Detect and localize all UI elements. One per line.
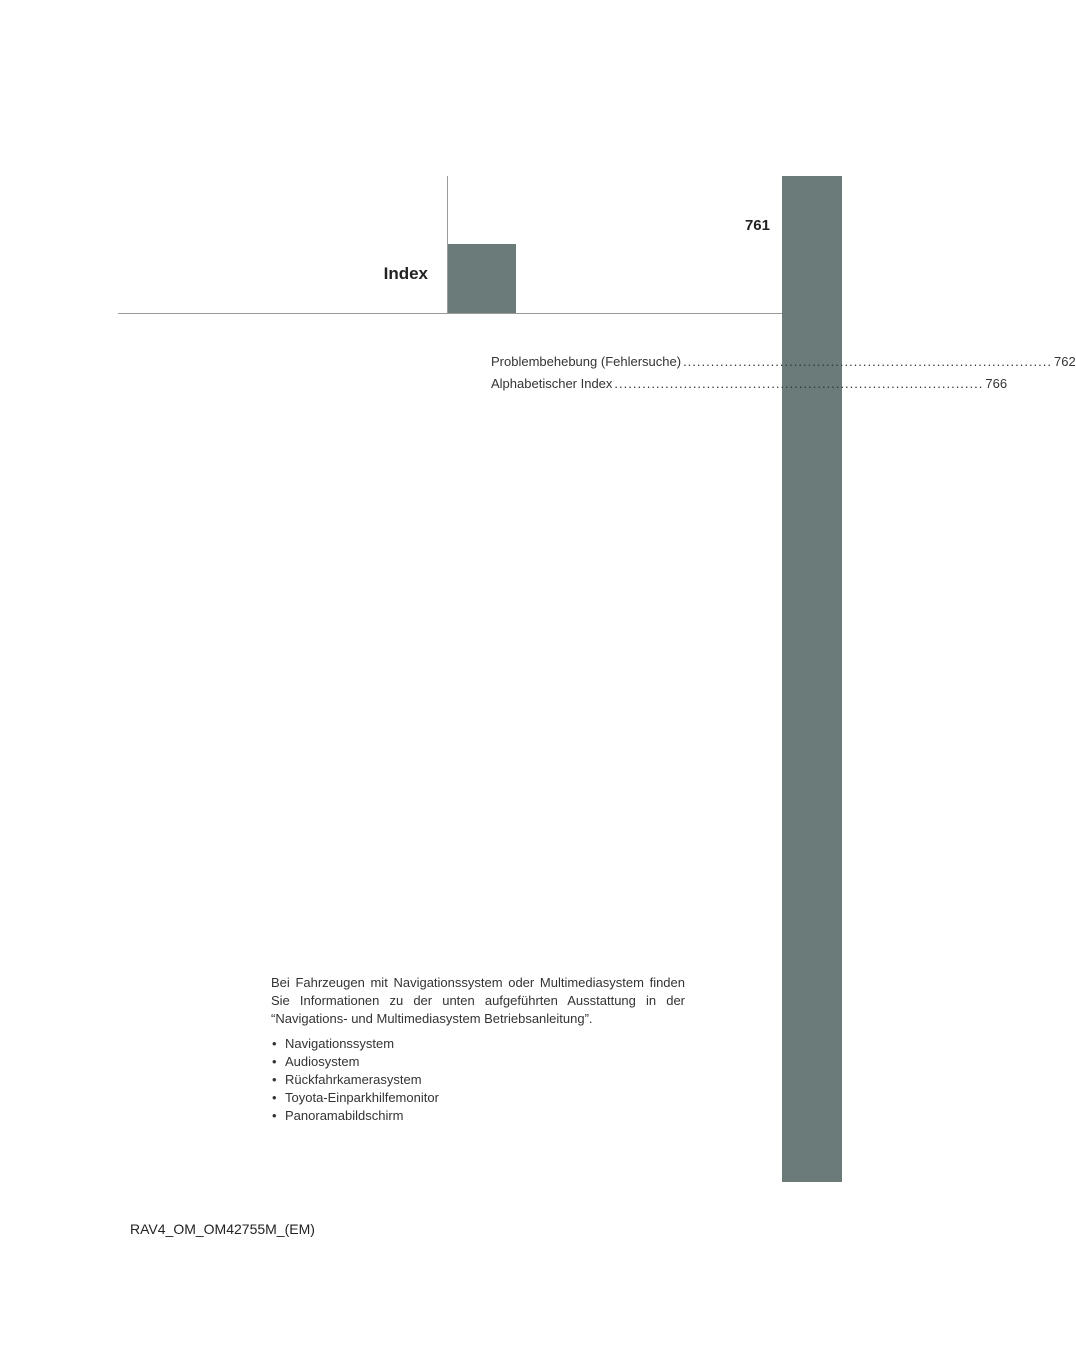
info-paragraph: Bei Fahrzeugen mit Navigationssystem oder Multimediasystem finden Sie Informationen zu der unten aufgeführten Ausstattung in der “Navigations- und Multimediasystem Betriebsanleitung”.: [271, 975, 685, 1026]
chapter-side-tab: [782, 176, 842, 1182]
footer-document-code: RAV4_OM_OM42755M_(EM): [130, 1221, 315, 1237]
bullet-icon: •: [272, 1036, 277, 1051]
list-item: [271, 1071, 685, 1089]
header-horizontal-rule: [118, 313, 782, 314]
toc-entry[interactable]: [491, 354, 1076, 376]
bullet-icon: •: [272, 1090, 277, 1105]
toc-entry-label: Problembehebung (Fehlersuche): [491, 354, 682, 369]
multimedia-info-block: [271, 974, 685, 1125]
list-item-label: Rückfahrkamerasystem: [285, 1072, 422, 1087]
toc-entry-page: 766: [985, 376, 1008, 391]
toc-leader-dots: ................................................................................: [614, 376, 984, 391]
bullet-icon: •: [272, 1108, 277, 1123]
page-number: 761: [744, 217, 770, 234]
toc-entry-page: 762: [1054, 354, 1076, 369]
list-item-label: Panoramabildschirm: [285, 1108, 404, 1123]
list-item-label: Audiosystem: [285, 1054, 360, 1069]
list-item: [271, 1053, 685, 1071]
list-item-label: Navigationssystem: [285, 1036, 395, 1051]
toc-entry-label: Alphabetischer Index: [491, 376, 613, 391]
bullet-icon: •: [272, 1054, 277, 1069]
table-of-contents: [491, 354, 1076, 398]
list-item-label: Toyota-Einparkhilfemonitor: [285, 1090, 439, 1105]
toc-entry[interactable]: [491, 376, 1008, 398]
list-item: [271, 1107, 685, 1125]
section-title: Index: [383, 264, 428, 283]
toc-leader-dots: ................................................................................: [683, 354, 1053, 369]
list-item: [271, 1089, 685, 1107]
equipment-list: [271, 1035, 685, 1125]
list-item: [271, 1035, 685, 1053]
bullet-icon: •: [272, 1072, 277, 1087]
header-section-block: [448, 244, 516, 313]
